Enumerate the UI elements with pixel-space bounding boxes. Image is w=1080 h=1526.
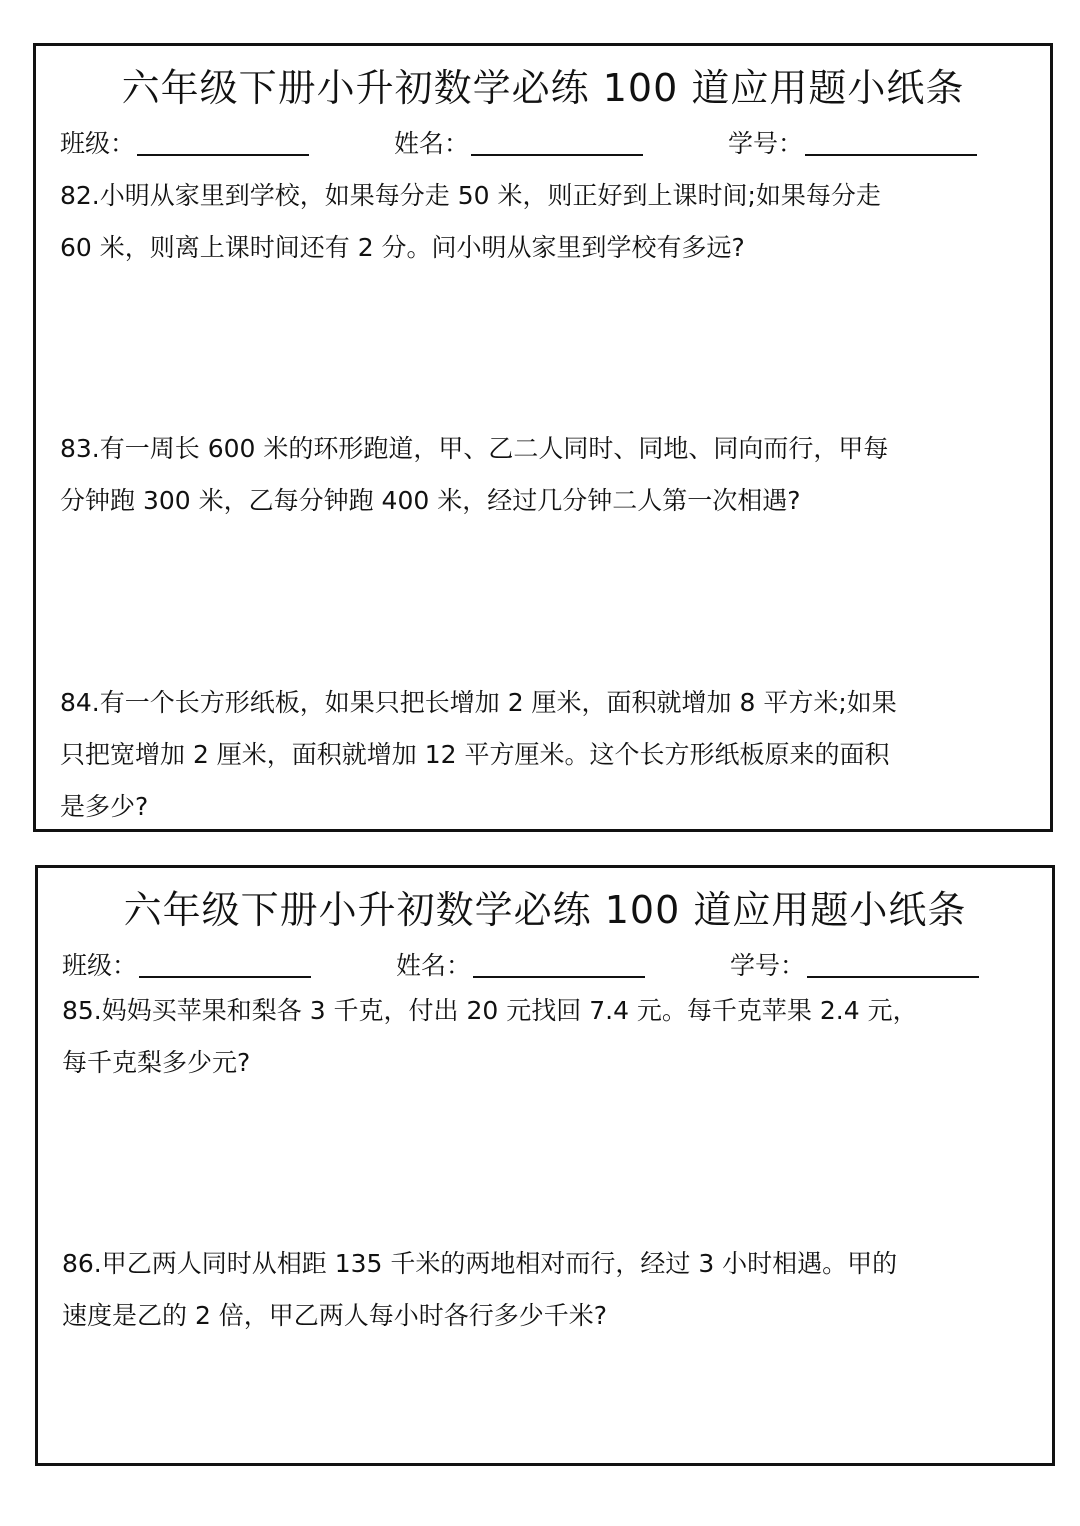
class-field [62,946,311,986]
class-blank[interactable] [137,124,309,156]
slip-title: 六年级下册小升初数学必练 100 道应用题小纸条 [121,66,965,110]
problem-83 [60,423,1020,527]
student-info-row [62,946,1028,986]
name-blank[interactable] [473,946,645,978]
problem-line: 82.小明从家里到学校，如果每分走 50 米，则正好到上课时间;如果每分走 [60,181,881,210]
problem-line: 是多少? [60,792,149,821]
worksheet-slip-2 [35,865,1055,1466]
problem-82 [60,170,1020,274]
name-label: 姓名： [396,951,472,980]
problem-line: 速度是乙的 2 倍，甲乙两人每小时各行多少千米? [62,1301,608,1330]
class-blank[interactable] [139,946,311,978]
name-label: 姓名： [394,129,470,158]
problem-85 [62,985,1022,1089]
problem-line: 60 米，则离上课时间还有 2 分。问小明从家里到学校有多远? [60,233,745,262]
student-info-row [60,124,1026,164]
class-label: 班级： [62,951,138,980]
problem-line: 每千克梨多少元? [62,1048,251,1077]
student-id-field [730,946,979,986]
problem-line: 分钟跑 300 米，乙每分钟跑 400 米，经过几分钟二人第一次相遇? [60,486,801,515]
problem-line: 86.甲乙两人同时从相距 135 千米的两地相对而行，经过 3 小时相遇。甲的 [62,1249,898,1278]
problem-line: 只把宽增加 2 厘米，面积就增加 12 平方厘米。这个长方形纸板原来的面积 [60,740,890,769]
slip-title: 六年级下册小升初数学必练 100 道应用题小纸条 [123,888,967,932]
student-id-label: 学号： [730,951,806,980]
worksheet-slip-1 [33,43,1053,832]
name-field [394,124,643,164]
problem-line: 83.有一周长 600 米的环形跑道，甲、乙二人同时、同地、同向而行，甲每 [60,434,889,463]
problem-86 [62,1238,1022,1342]
class-field [60,124,309,164]
problem-line: 85.妈妈买苹果和梨各 3 千克，付出 20 元找回 7.4 元。每千克苹果 2.4 元， [62,996,918,1025]
student-id-field [728,124,977,164]
problem-line: 84.有一个长方形纸板，如果只把长增加 2 厘米，面积就增加 8 平方米;如果 [60,688,897,717]
student-id-blank[interactable] [805,124,977,156]
student-id-label: 学号： [728,129,804,158]
problem-84 [60,677,1020,833]
class-label: 班级： [60,129,136,158]
student-id-blank[interactable] [807,946,979,978]
name-field [396,946,645,986]
name-blank[interactable] [471,124,643,156]
